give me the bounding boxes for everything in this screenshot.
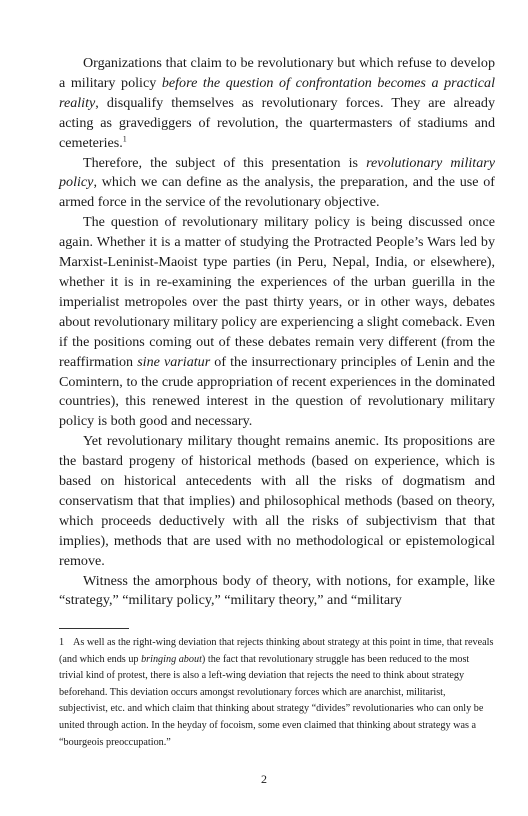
body-text — [59, 54, 495, 611]
footnote-divider — [59, 628, 129, 629]
paragraph: Therefore, the subject of this presentation is revolutionary military policy, which we can define as the analysis, the preparation, and the use of armed force in the service of the revolutionary objective. — [59, 154, 495, 211]
italic-phrase: revolutionary military policy — [59, 154, 495, 191]
italic-phrase: before the question of confrontation becomes a practical reality — [59, 74, 495, 111]
paragraph: The question of revolutionary military policy is being discussed once again. Whether it is a matter of studying the Protracted People’s Wars led by Marxist-Leninist-Maoist type parties (in Peru, Nepal, India, or elsewhere), whether it is in re-examining the experiences of the urban guerilla in the imperialist metropoles over the past thirty years, or in other ways, debates about revolutionary military policy are experiencing a slight comeback. Even if the positions coming out of these debates remain very different (from the reaffirmation sine variatur of the insurrectionary principles of Lenin and the Comintern, to the crude appropriation of recent experiences in the dominated countries), this renewed interest in the question of revolutionary military policy is both good and necessary. — [59, 214, 495, 430]
paragraph: Organizations that claim to be revolutionary but which refuse to develop a military policy before the question of confrontation becomes a practical reality, disqualify themselves as revolutionary forces. They are already acting as gravediggers of revolution, the quartermasters of stadiums and cemeteries.$^1$ — [59, 55, 495, 151]
footnote-number: 1 — [59, 637, 65, 648]
footnotes — [59, 635, 495, 751]
footnote-text: As well as the right-wing deviation that rejects thinking about strategy at this point in time, that reveals (and which ends up bringing about) the fact that revolutionary struggle has been reduced to the most trivial kind of protest, there is also a left-wing deviation that rejects the need to think about strategy beforehand. This deviation occurs amongst revolutionary forces which are anarchist, militarist, subjectivist, etc. and which claim that thinking about strategy “divides” revolutionaries who can only be united through action. In the heyday of focoism, some even claimed that thinking about strategy was a “bourgeois preoccupation.” — [59, 637, 494, 748]
footnote — [59, 635, 495, 751]
page-number: 2 — [261, 772, 267, 786]
page-body — [59, 54, 495, 611]
italic-phrase: bringing about — [141, 653, 202, 665]
italic-phrase: sine variatur — [137, 353, 211, 370]
paragraph: Witness the amorphous body of theory, with notions, for example, like “strategy,” “military policy,” “military theory,” and “military — [59, 572, 495, 609]
paragraph: Yet revolutionary military thought remains anemic. Its propositions are the bastard progeny of historical methods (based on experience, which is based on historical antecedents with all the risks of dogmatism and conservatism that that implies) and philosophical methods (based on theory, which proceeds deductively with all the risks of subjectivism that that implies), methods that are used with no methodological or epistemological remove. — [59, 433, 495, 569]
footnote-reference[interactable]: 1 — [122, 133, 127, 143]
